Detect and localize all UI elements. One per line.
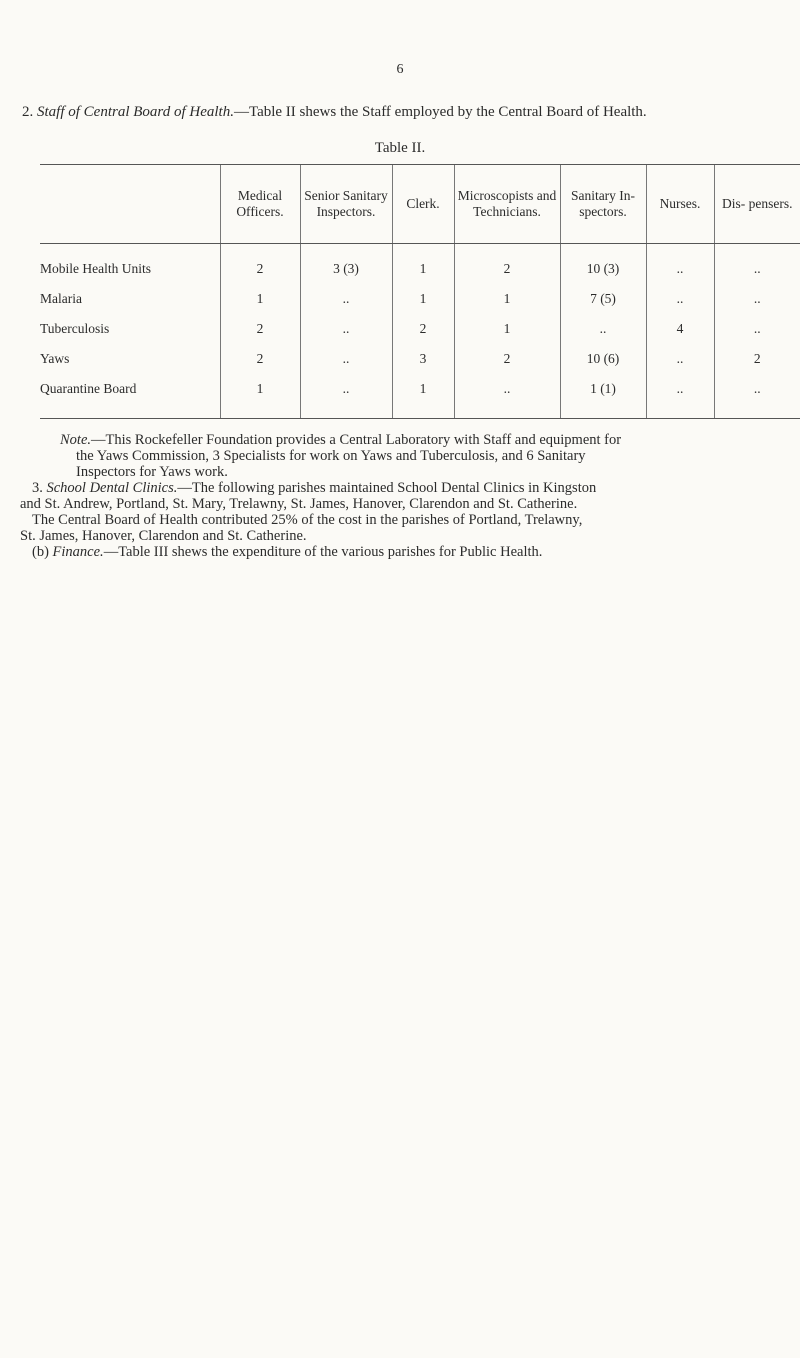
table-header-row bbox=[40, 165, 800, 244]
table-cell: 1 bbox=[392, 374, 454, 404]
table-cell: 1 bbox=[220, 374, 300, 404]
row-label: Mobile Health Units bbox=[40, 261, 151, 276]
table-cell: 2 bbox=[220, 254, 300, 284]
column-header: Medical Officers. bbox=[220, 165, 300, 244]
table-cell: 10 (3) bbox=[560, 254, 646, 284]
note-line: the Yaws Commission, 3 Specialists for work on Yaws and Tuberculosis, and 6 Sanitary bbox=[76, 448, 586, 464]
table-cell: 3 bbox=[392, 344, 454, 374]
note-line: Note.—This Rockefeller Foundation provides a Central Laboratory with Staff and equipment for bbox=[60, 432, 622, 448]
table-cell: .. bbox=[646, 254, 714, 284]
column-header: Sanitary In- spectors. bbox=[560, 165, 646, 244]
row-label: Yaws bbox=[40, 351, 70, 366]
section-line: and St. Andrew, Portland, St. Mary, Trelawny, St. James, Hanover, Clarendon and St. Catherine. bbox=[20, 496, 578, 512]
table-caption: Table II. bbox=[374, 140, 426, 156]
table-cell: .. bbox=[454, 374, 560, 404]
table-cell: 3 (3) bbox=[300, 254, 392, 284]
table-cell: .. bbox=[300, 344, 392, 374]
table-cell: .. bbox=[646, 374, 714, 404]
table-cell: 1 bbox=[454, 284, 560, 314]
table-cell: .. bbox=[714, 374, 800, 404]
table-cell: 1 bbox=[392, 284, 454, 314]
table-cell: .. bbox=[714, 254, 800, 284]
note-label: Note. bbox=[60, 432, 92, 448]
table-cell: 2 bbox=[220, 344, 300, 374]
section-paragraph: 3. School Dental Clinics.—The following parishes maintained School Dental Clinics in Kingston bbox=[32, 480, 597, 496]
column-header: Nurses. bbox=[646, 165, 714, 244]
table-cell: .. bbox=[300, 314, 392, 344]
table-cell: .. bbox=[714, 314, 800, 344]
table-row bbox=[40, 374, 800, 404]
table-cell: .. bbox=[300, 374, 392, 404]
intro-heading: Staff of Central Board of Health. bbox=[37, 104, 234, 120]
intro-text: —Table II shews the Staff employed by the Central Board of Health. bbox=[233, 104, 647, 120]
column-header: Senior Sanitary Inspectors. bbox=[300, 165, 392, 244]
intro-paragraph bbox=[22, 104, 792, 121]
row-label: Tuberculosis bbox=[40, 321, 110, 336]
table-cell: 10 (6) bbox=[560, 344, 646, 374]
table-cell: .. bbox=[646, 284, 714, 314]
table-cell: 2 bbox=[454, 344, 560, 374]
finance-marker: (b) bbox=[32, 544, 49, 560]
table-row bbox=[40, 284, 800, 314]
table-row bbox=[40, 344, 800, 374]
finance-paragraph: (b) Finance.—Table III shews the expenditure of the various parishes for Public Health. bbox=[32, 544, 543, 560]
table-cell: .. bbox=[714, 284, 800, 314]
intro-number: 2. bbox=[22, 104, 34, 120]
table-cell: 1 bbox=[220, 284, 300, 314]
table-cell: 2 bbox=[220, 314, 300, 344]
table-cell: 1 bbox=[454, 314, 560, 344]
finance-heading: Finance. bbox=[52, 544, 104, 560]
table-cell: 2 bbox=[454, 254, 560, 284]
header-blank bbox=[40, 165, 220, 244]
column-header: Dis- pensers. bbox=[714, 165, 800, 244]
table-row bbox=[40, 254, 800, 284]
column-header: Clerk. bbox=[392, 165, 454, 244]
staff-table bbox=[40, 164, 800, 419]
table-cell: 2 bbox=[392, 314, 454, 344]
row-label: Malaria bbox=[40, 291, 82, 306]
table-cell: 1 (1) bbox=[560, 374, 646, 404]
table-row bbox=[40, 314, 800, 344]
note-line: Inspectors for Yaws work. bbox=[76, 464, 228, 480]
column-header: Microscopists and Technicians. bbox=[454, 165, 560, 244]
page-number: 6 bbox=[396, 62, 404, 77]
notes-section bbox=[20, 432, 792, 560]
table-cell: .. bbox=[560, 314, 646, 344]
section-heading: School Dental Clinics. bbox=[46, 480, 178, 496]
section-line: The Central Board of Health contributed 25% of the cost in the parishes of Portland, Trelawny, bbox=[32, 512, 583, 528]
table-cell: .. bbox=[646, 344, 714, 374]
section-line: St. James, Hanover, Clarendon and St. Catherine. bbox=[20, 528, 307, 544]
table-cell: 7 (5) bbox=[560, 284, 646, 314]
table-cell: .. bbox=[300, 284, 392, 314]
row-label: Quarantine Board bbox=[40, 381, 137, 396]
table-cell: 2 bbox=[714, 344, 800, 374]
table-cell: 4 bbox=[646, 314, 714, 344]
section-number: 3. bbox=[32, 480, 43, 496]
table-cell: 1 bbox=[392, 254, 454, 284]
